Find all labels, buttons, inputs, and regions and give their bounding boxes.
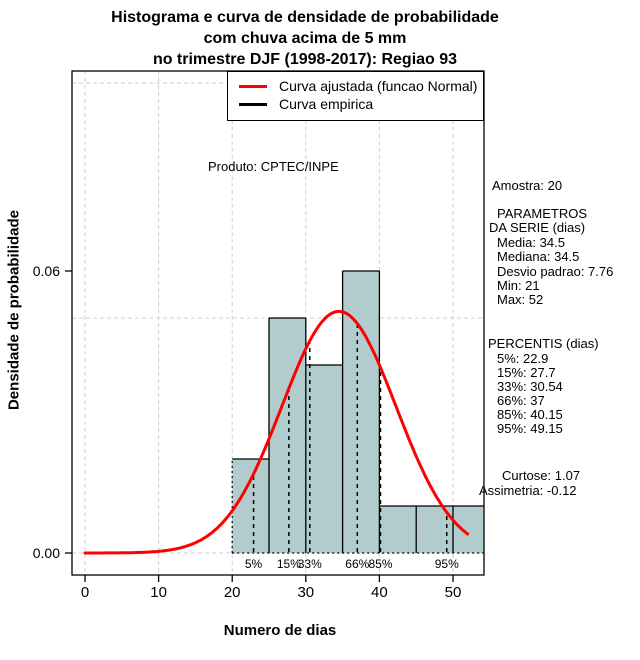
stats-line: Min: 21 [497, 278, 540, 293]
stats-line: 66%: 37 [497, 393, 545, 408]
x-axis-title: Numero de dias [223, 622, 337, 639]
chart-title-line2: com chuva acima de 5 mm [203, 30, 407, 47]
legend-item [228, 79, 483, 95]
chart-title-line1: Histograma e curva de densidade de probabilidade [111, 9, 499, 26]
legend-line-sample [239, 103, 267, 106]
x-axis-tick-label: 10 [150, 584, 167, 601]
y-axis-title: Densidade de probabilidade [5, 209, 23, 411]
stats-line: Mediana: 34.5 [497, 249, 580, 264]
legend-item-label: Curva empirica [279, 96, 374, 112]
stats-line: 85%: 40.15 [497, 407, 563, 422]
stats-line: DA SERIE (dias) [489, 220, 586, 235]
percentile-label: 85% [368, 557, 393, 571]
y-axis-tick-label: 0.06 [32, 263, 60, 279]
chart-title-line3: no trimestre DJF (1998-2017): Regiao 93 [152, 51, 458, 68]
legend-item-label: Curva ajustada (funcao Normal) [279, 78, 478, 94]
stats-line: Desvio padrao: 7.76 [497, 264, 614, 279]
stats-line: 5%: 22.9 [497, 351, 549, 366]
percentile-label: 5% [244, 557, 263, 571]
x-axis-tick-label: 20 [223, 584, 241, 601]
percentile-label: 95% [434, 557, 459, 571]
histogram-bar [306, 365, 343, 553]
stats-line: Curtose: 1.07 [502, 468, 581, 483]
chart-title [0, 7, 610, 70]
stats-line: Max: 52 [497, 292, 544, 307]
stats-line: 95%: 49.15 [497, 421, 563, 436]
legend-line-sample [239, 85, 267, 88]
percentile-label: 33% [297, 557, 322, 571]
product-annotation: Produto: CPTEC/INPE [208, 159, 339, 174]
stats-line: Amostra: 20 [492, 178, 563, 193]
histogram-bar [453, 506, 484, 553]
percentile-label: 15% [276, 557, 301, 571]
stats-line: PERCENTIS (dias) [488, 336, 599, 351]
percentile-label: 66% [345, 557, 370, 571]
histogram-bar [379, 506, 416, 553]
stats-line: Assimetria: -0.12 [479, 483, 577, 498]
x-axis-tick-label: 30 [297, 584, 315, 601]
stats-line: Media: 34.5 [497, 235, 565, 250]
y-axis-tick-label: 0.00 [32, 545, 60, 561]
legend-item [228, 97, 483, 113]
stats-line: PARAMETROS [497, 206, 588, 221]
stats-line: 15%: 27.7 [497, 365, 556, 380]
x-axis-tick-label: 0 [80, 584, 90, 601]
histogram-bar [232, 459, 269, 553]
legend [227, 71, 484, 121]
stats-line: 33%: 30.54 [497, 379, 563, 394]
x-axis-tick-label: 50 [444, 584, 462, 601]
x-axis-tick-label: 40 [371, 584, 388, 601]
histogram-bar [269, 318, 306, 553]
